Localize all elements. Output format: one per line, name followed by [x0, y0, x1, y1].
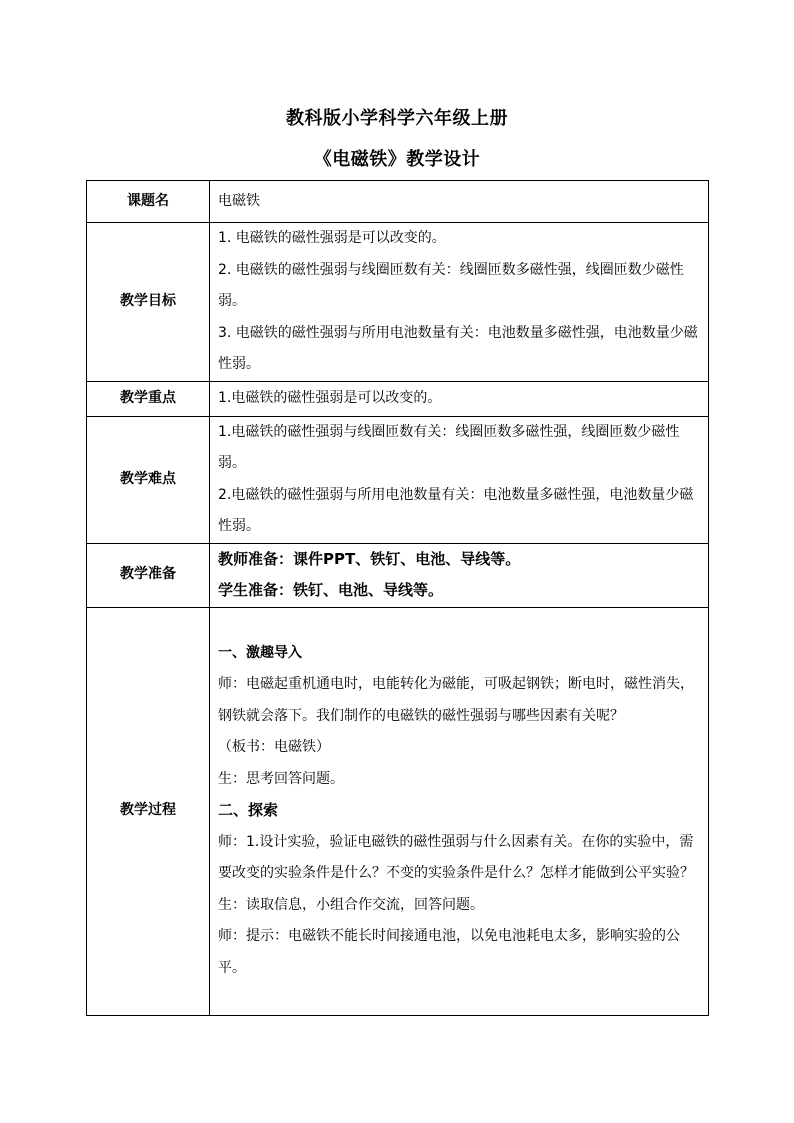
content-line: 3. 电磁铁的磁性强弱与所用电池数量有关：电池数量多磁性强，电池数量少磁性弱。: [218, 324, 698, 373]
row-content-process: [210, 607, 709, 1015]
row-label-key-points: 教学重点: [87, 382, 210, 417]
section-heading: 二、探索: [218, 801, 279, 820]
content-line: 2.电磁铁的磁性强弱与所用电池数量有关：电池数量多磁性强，电池数量少磁性弱。: [218, 486, 694, 534]
content-line: 1. 电磁铁的磁性强弱是可以改变的。: [218, 230, 446, 247]
table-row: [87, 181, 709, 223]
content-line: 生：读取信息，小组合作交流，回答问题。: [218, 896, 484, 913]
content-line: 师：提示：电磁铁不能长时间接通电池，以免电池耗电太多，影响实验的公平。: [218, 928, 680, 976]
content-line: 教师准备：课件PPT、铁钉、电池、导线等。: [218, 549, 521, 568]
table-row: [87, 543, 709, 607]
table-row: [87, 607, 709, 1015]
content-line: 2. 电磁铁的磁性强弱与线圈匝数有关：线圈匝数多磁性强，线圈匝数少磁性弱。: [218, 261, 684, 310]
table-row: [87, 223, 709, 382]
table-row: [87, 416, 709, 543]
row-content-key-points: [210, 382, 709, 417]
lesson-plan-table: [86, 180, 709, 1016]
content-line: 1.电磁铁的磁性强弱与线圈匝数有关：线圈匝数多磁性强，线圈匝数少磁性弱。: [218, 423, 680, 471]
content-line: 学生准备：铁钉、电池、导线等。: [218, 581, 444, 599]
content-line: 生：思考回答问题。: [218, 770, 344, 787]
section-heading: 一、激趣导入: [218, 644, 302, 661]
document-subtitle: 《电磁铁》教学设计: [313, 149, 481, 170]
content-line: （板书：电磁铁）: [218, 739, 330, 756]
row-label-topic: 课题名: [87, 181, 210, 223]
row-content-topic: [210, 181, 709, 223]
table-row: [87, 382, 709, 417]
document-title: 教科版小学科学六年级上册: [286, 108, 508, 129]
row-content-difficulties: [210, 416, 709, 543]
row-label-difficulties: 教学难点: [87, 416, 210, 543]
content-line: 电磁铁: [218, 192, 260, 209]
content-line: 师：电磁起重机通电时，电能转化为磁能，可吸起钢铁；断电时，磁性消失，钢铁就会落下。我们制作的电磁铁的磁性强弱与哪些因素有关呢？: [218, 676, 694, 724]
row-label-process: 教学过程: [87, 607, 210, 1015]
content-line: 师：1.设计实验，验证电磁铁的磁性强弱与什么因素有关。在你的实验中，需要改变的实验条件是什么？不变的实验条件是什么？怎样才能做到公平实验？: [218, 833, 694, 882]
row-content-preparation: [210, 543, 709, 607]
row-label-objectives: 教学目标: [87, 223, 210, 382]
row-label-preparation: 教学准备: [87, 543, 210, 607]
content-line: 1.电磁铁的磁性强弱是可以改变的。: [218, 390, 442, 406]
row-content-objectives: [210, 223, 709, 382]
